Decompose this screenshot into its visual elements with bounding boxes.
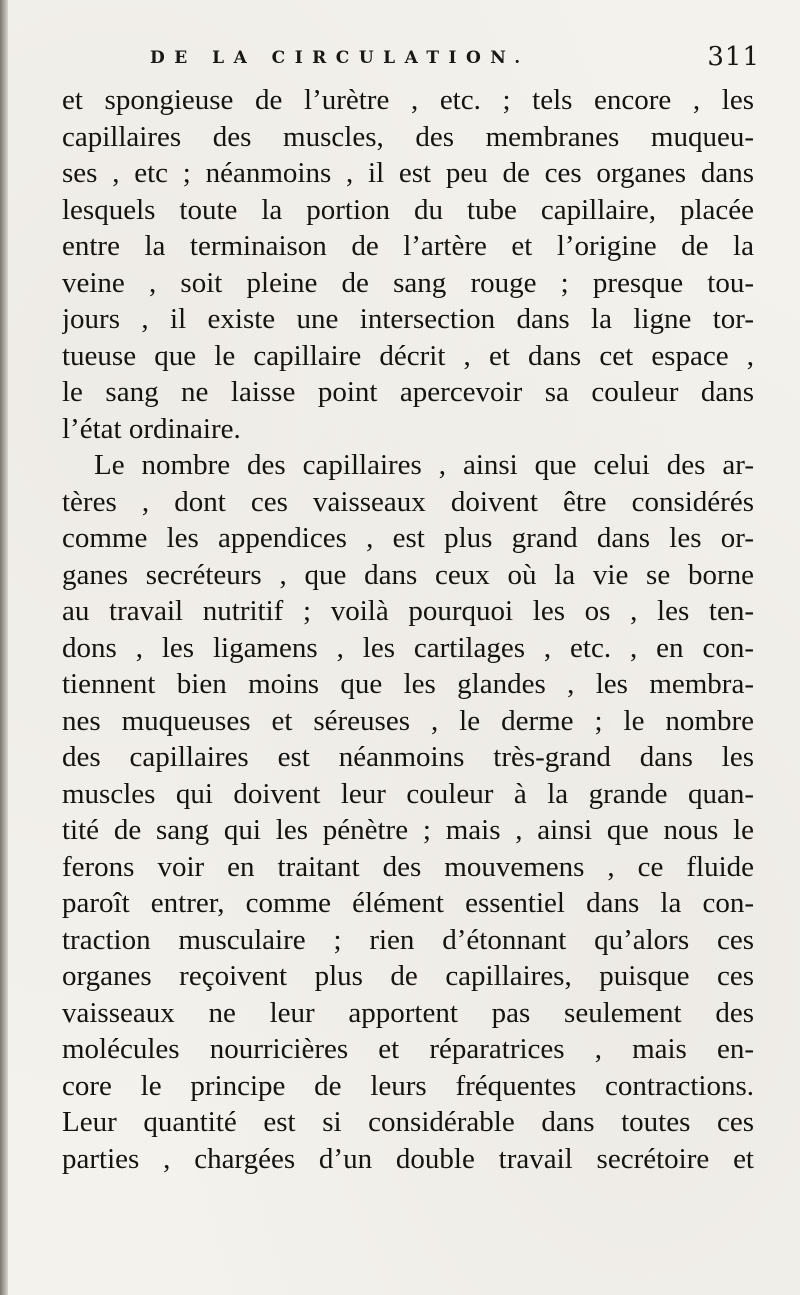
text-line: core le principe de leurs fréquentes contractions.	[62, 1069, 754, 1102]
text-line: nes muqueuses et séreuses , le derme ; le nombre	[62, 704, 754, 737]
text-line: traction musculaire ; rien d’étonnant qu’alors ces	[62, 923, 754, 956]
text-line: tité de sang qui les pénètre ; mais , ainsi que nous le	[62, 814, 754, 846]
running-title: DE LA CIRCULATION.	[150, 48, 530, 68]
text-line: tiennent bien moins que les glandes , les membra-	[62, 668, 754, 700]
body-text	[62, 82, 754, 1177]
text-line: jours , il existe une intersection dans la ligne tor-	[62, 303, 754, 335]
text-line: molécules nourricières et réparatrices , mais en-	[62, 1033, 754, 1065]
text-line: des capillaires est néanmoins très-grand dans les	[62, 741, 754, 773]
paragraph-first-line: Le nombre des capillaires , ainsi que celui des ar-	[94, 449, 754, 481]
text-line: organes reçoivent plus de capillaires, puisque ces	[62, 960, 754, 992]
text-line: vaisseaux ne leur apportent pas seulement des	[62, 996, 754, 1029]
text-line: le sang ne laisse point apercevoir sa couleur dans	[62, 376, 754, 408]
running-head	[150, 42, 760, 78]
text-line: parties , chargées d’un double travail secrétoire et	[62, 1142, 754, 1175]
text-line: ganes secréteurs , que dans ceux où la vie se borne	[62, 558, 754, 591]
text-line: ses , etc ; néanmoins , il est peu de ces organes dans	[62, 157, 754, 189]
text-line: muscles qui doivent leur couleur à la grande quan-	[62, 777, 754, 810]
text-line: dons , les ligamens , les cartilages , etc. , en con-	[62, 631, 754, 664]
page-gutter-shadow	[0, 0, 8, 1295]
text-line: tères , dont ces vaisseaux doivent être considérés	[62, 485, 754, 518]
text-line: paroît entrer, comme élément essentiel dans la con-	[62, 887, 754, 919]
text-line: au travail nutritif ; voilà pourquoi les os , les ten-	[62, 595, 754, 627]
text-line: veine , soit pleine de sang rouge ; presque tou-	[62, 266, 754, 299]
text-line: ferons voir en traitant des mouvemens , ce fluide	[62, 850, 754, 883]
text-line: entre la terminaison de l’artère et l’origine de la	[62, 230, 754, 262]
page-number: 311	[707, 42, 760, 72]
text-line: comme les appendices , est plus grand dans les or-	[62, 522, 754, 554]
text-line: tueuse que le capillaire décrit , et dans cet espace ,	[62, 339, 754, 372]
text-line: et spongieuse de l’urètre , etc. ; tels encore , les	[62, 84, 754, 116]
paragraph-end-line: l’état ordinaire.	[62, 412, 241, 445]
text-line: Leur quantité est si considérable dans toutes ces	[62, 1106, 754, 1138]
text-line: capillaires des muscles, des membranes muqueu-	[62, 120, 754, 153]
text-line: lesquels toute la portion du tube capillaire, placée	[62, 193, 754, 226]
